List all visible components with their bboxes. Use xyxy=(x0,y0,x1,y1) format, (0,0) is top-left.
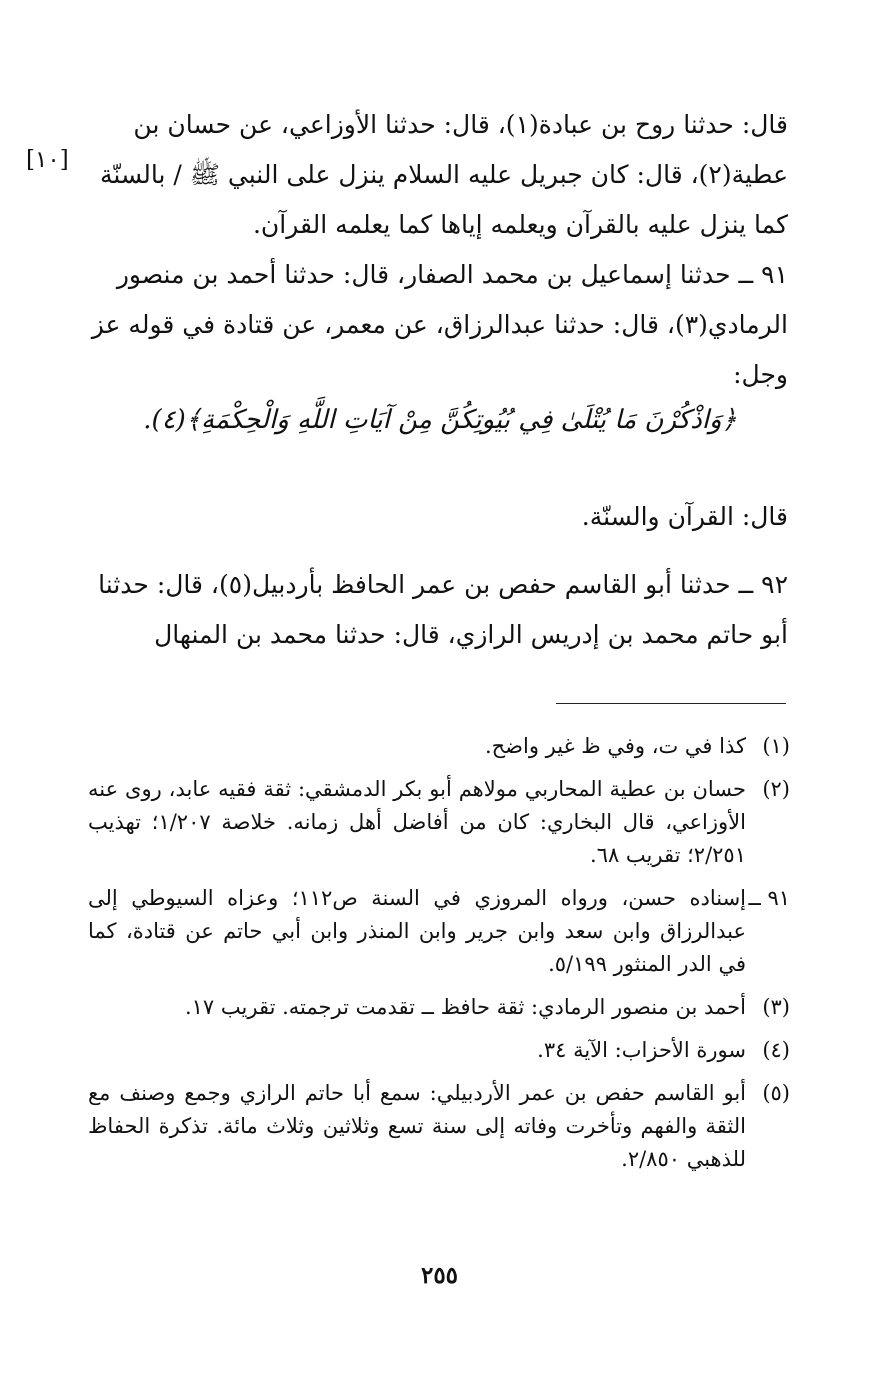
paragraph-hadith-90-continued: قال: حدثنا روح بن عبادة(١)، قال: حدثنا الأوزاعي، عن حسان بن عطية(٢)، قال: كان جبريل عليه السلام ينزل على النبي ﷺ / بالسنّة كما ينزل عليه بالقرآن ويعلمه إياها كما يعلمه القرآن. xyxy=(100,110,788,239)
footnote-4 xyxy=(88,1034,790,1067)
footnote-hadith-91 xyxy=(88,882,790,981)
footnote-text: إسناده حسن، ورواه المروزي في السنة ص١١٢؛ وعزاه السيوطي إلى عبدالرزاق وابن سعد وابن جرير وابن المنذر وابن أبي حاتم عن قتادة، كما في الدر المنثور ٥/١٩٩. xyxy=(88,886,747,976)
paragraph-answer: قال: القرآن والسنّة. xyxy=(581,502,788,531)
footnote-5 xyxy=(88,1077,790,1176)
page-number: ٢٥٥ xyxy=(420,1262,459,1289)
paragraph-hadith-91: ٩١ ــ حدثنا إسماعيل بن محمد الصفار، قال: حدثنا أحمد بن منصور الرمادي(٣)، قال: حدثنا عبدالرزاق، عن معمر، عن قتادة في قوله عز وجل: xyxy=(91,260,788,389)
quran-verse: ﴿وَاذْكُرْنَ مَا يُتْلَىٰ فِي بُيُوتِكُنَّ مِنْ آيَاتِ اللَّهِ وَالْحِكْمَةِ﴾(٤). xyxy=(143,405,737,435)
paragraph-hadith-92: ٩٢ ــ حدثنا أبو القاسم حفص بن عمر الحافظ بأردبيل(٥)، قال: حدثنا أبو حاتم محمد بن إدريس الرازي، قال: حدثنا محمد بن المنهال xyxy=(98,570,788,649)
margin-page-marker: [١٠] xyxy=(26,147,69,173)
footnote-3 xyxy=(88,991,790,1024)
footnote-separator xyxy=(556,703,786,704)
main-text xyxy=(88,100,788,250)
main-text-91 xyxy=(88,250,788,400)
footnote-number: (١) xyxy=(762,734,790,758)
footnote-number: (٤) xyxy=(762,1038,790,1062)
footnote-1 xyxy=(88,730,790,763)
footnotes xyxy=(88,730,790,1176)
footnote-2 xyxy=(88,773,790,872)
footnote-number: (٥) xyxy=(762,1081,790,1105)
footnote-number: (٣) xyxy=(762,995,790,1019)
footnote-text: سورة الأحزاب: الآية ٣٤. xyxy=(537,1038,746,1062)
footnote-text: أبو القاسم حفص بن عمر الأردبيلي: سمع أبا حاتم الرازي وجمع وصنف مع الثقة والفهم وتأخرت وفاته إلى سنة تسع وثلاثين وثلاث مائة. تذكرة الحفاظ للذهبي ٢/٨٥٠. xyxy=(88,1081,746,1171)
footnote-number: ٩١ ــ xyxy=(748,886,790,910)
footnote-text: كذا في ت، وفي ظ غير واضح. xyxy=(484,734,746,758)
footnote-text: حسان بن عطية المحاربي مولاهم أبو بكر الدمشقي: ثقة فقيه عابد، روى عنه الأوزاعي، قال البخاري: كان من أفاضل أهل زمانه. خلاصة ١/٢٠٧؛ تهذيب ٢/٢٥١؛ تقريب ٦٨. xyxy=(88,777,746,867)
main-text-answer xyxy=(88,492,788,542)
main-text-92 xyxy=(88,560,788,660)
footnote-number: (٢) xyxy=(762,777,790,801)
footnote-text: أحمد بن منصور الرمادي: ثقة حافظ ــ تقدمت ترجمته. تقريب ١٧. xyxy=(184,995,746,1019)
